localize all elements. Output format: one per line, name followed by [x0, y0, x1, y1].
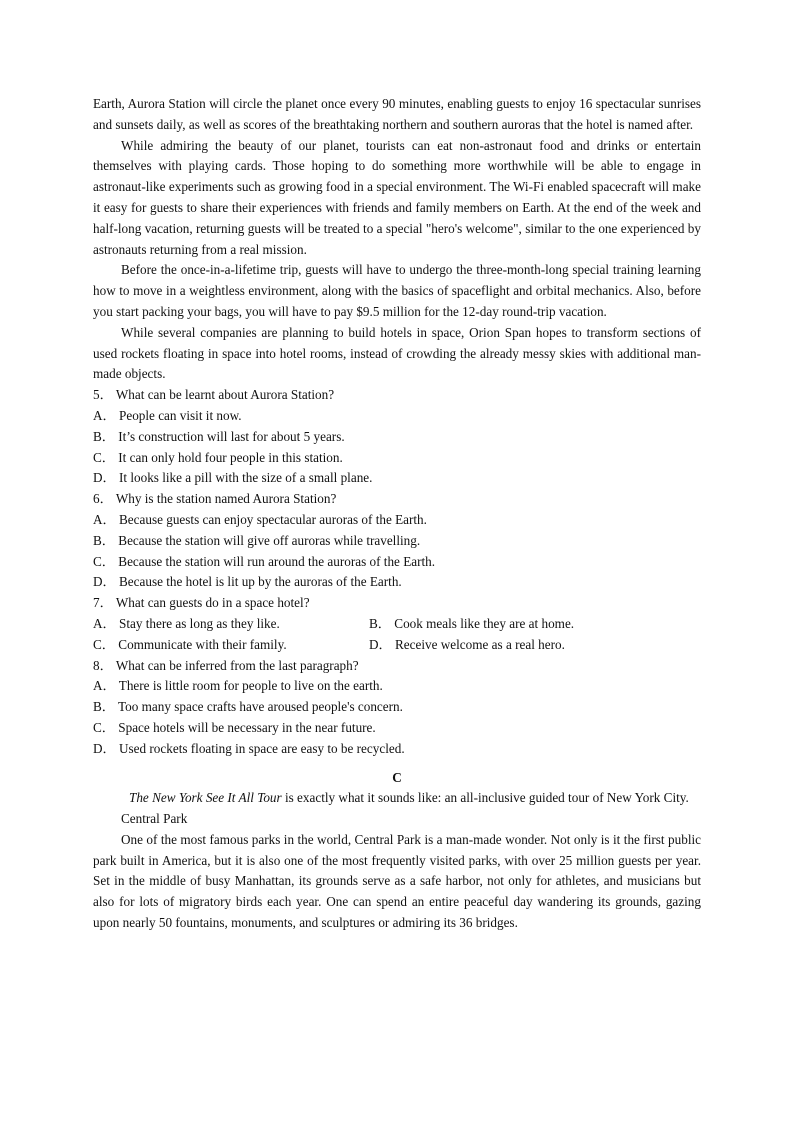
passage-b-paragraph-1: Earth, Aurora Station will circle the planet once every 90 minutes, enabling guests to enjoy 16 spectacular sunrises and sunsets daily, as well as scores of the breathtaking northern and southern auroras that the hotel is named after.	[93, 96, 701, 132]
question-5-option-a: A． People can visit it now.	[93, 407, 242, 423]
question-5-stem: 5． What can be learnt about Aurora Station?	[93, 387, 335, 403]
question-7-row-1	[93, 614, 701, 635]
passage-b-paragraph-2: While admiring the beauty of our planet, tourists can eat non-astronaut food and drinks or entertain themselves with playing cards. Those hoping to do something more worthwhile will be able to engage in astronaut-like experiments such as growing food in a special environment. The Wi-Fi enabled spacecraft will make it easy for guests to share their experiences with friends and family members on Earth. At the end of the week and half-long vacation, returning guests will be treated to a special "hero's welcome", similar to the one experienced by astronauts returning from a real mission.	[93, 137, 701, 257]
document-page	[93, 94, 701, 934]
question-6	[93, 489, 701, 593]
question-5-option-c: C． It can only hold four people in this station.	[93, 449, 343, 465]
question-8-option-b: B． Too many space crafts have aroused people's concern.	[93, 699, 403, 715]
passage-b-paragraph-3: Before the once-in-a-lifetime trip, guests will have to undergo the three-month-long special training learning how to move in a weightless environment, along with the basics of spaceflight and orbital mechanics. Also, before you start packing your bags, you will have to pay $9.5 million for the 12-day round-trip vacation.	[93, 262, 701, 319]
section-c-subheading: Central Park	[121, 811, 188, 827]
question-6-option-d: D． Because the hotel is lit up by the auroras of the Earth.	[93, 574, 402, 590]
question-7-row-2	[93, 635, 701, 656]
question-8-stem: 8． What can be inferred from the last paragraph?	[93, 657, 359, 673]
question-7-stem: 7． What can guests do in a space hotel?	[93, 595, 310, 611]
question-8	[93, 656, 701, 760]
section-c-paragraph-1: One of the most famous parks in the world, Central Park is a man-made wonder. Not only is it the first public park built in America, but it is also one of the most frequently visited parks, with over 25 million guests per year. Set in the middle of busy Manhattan, its grounds serve as a safe harbor, not only for athletes, and musicians but also for lots of migratory birds each year. One can spend an entire peaceful day wandering its grounds, gazing upon nearly 50 fountains, monuments, and sculptures or admiring its 36 bridges.	[93, 831, 701, 931]
question-6-stem: 6． Why is the station named Aurora Station?	[93, 491, 337, 507]
question-7-option-a: A． Stay there as long as they like.	[93, 615, 280, 631]
section-c-intro-text: is exactly what it sounds like: an all-inclusive guided tour of New York City.	[281, 790, 689, 806]
question-6-option-b: B． Because the station will give off auroras while travelling.	[93, 532, 421, 548]
question-5	[93, 385, 701, 489]
question-6-option-c: C． Because the station will run around the auroras of the Earth.	[93, 553, 436, 569]
question-7	[93, 593, 701, 655]
passage-b-paragraph-4: While several companies are planning to build hotels in space, Orion Span hopes to transform sections of used rockets floating in space into hotel rooms, instead of crowding the already messy skies with additional man-made objects.	[93, 324, 701, 382]
section-c-heading: C	[392, 769, 402, 785]
question-8-option-a: A． There is little room for people to live on the earth.	[93, 678, 383, 694]
question-6-option-a: A． Because guests can enjoy spectacular auroras of the Earth.	[93, 511, 427, 527]
question-7-option-d: D． Receive welcome as a real hero.	[369, 636, 565, 652]
question-5-option-b: B． It’s construction will last for about 5 years.	[93, 428, 345, 444]
question-7-option-c: C． Communicate with their family.	[93, 636, 287, 652]
section-c-intro	[93, 788, 701, 809]
question-8-option-c: C． Space hotels will be necessary in the near future.	[93, 719, 376, 735]
question-5-option-d: D． It looks like a pill with the size of a small plane.	[93, 470, 373, 486]
question-8-option-d: D． Used rockets floating in space are easy to be recycled.	[93, 740, 405, 756]
question-7-option-b: B． Cook meals like they are at home.	[369, 615, 575, 631]
tour-title: The New York See It All Tour	[129, 790, 282, 806]
